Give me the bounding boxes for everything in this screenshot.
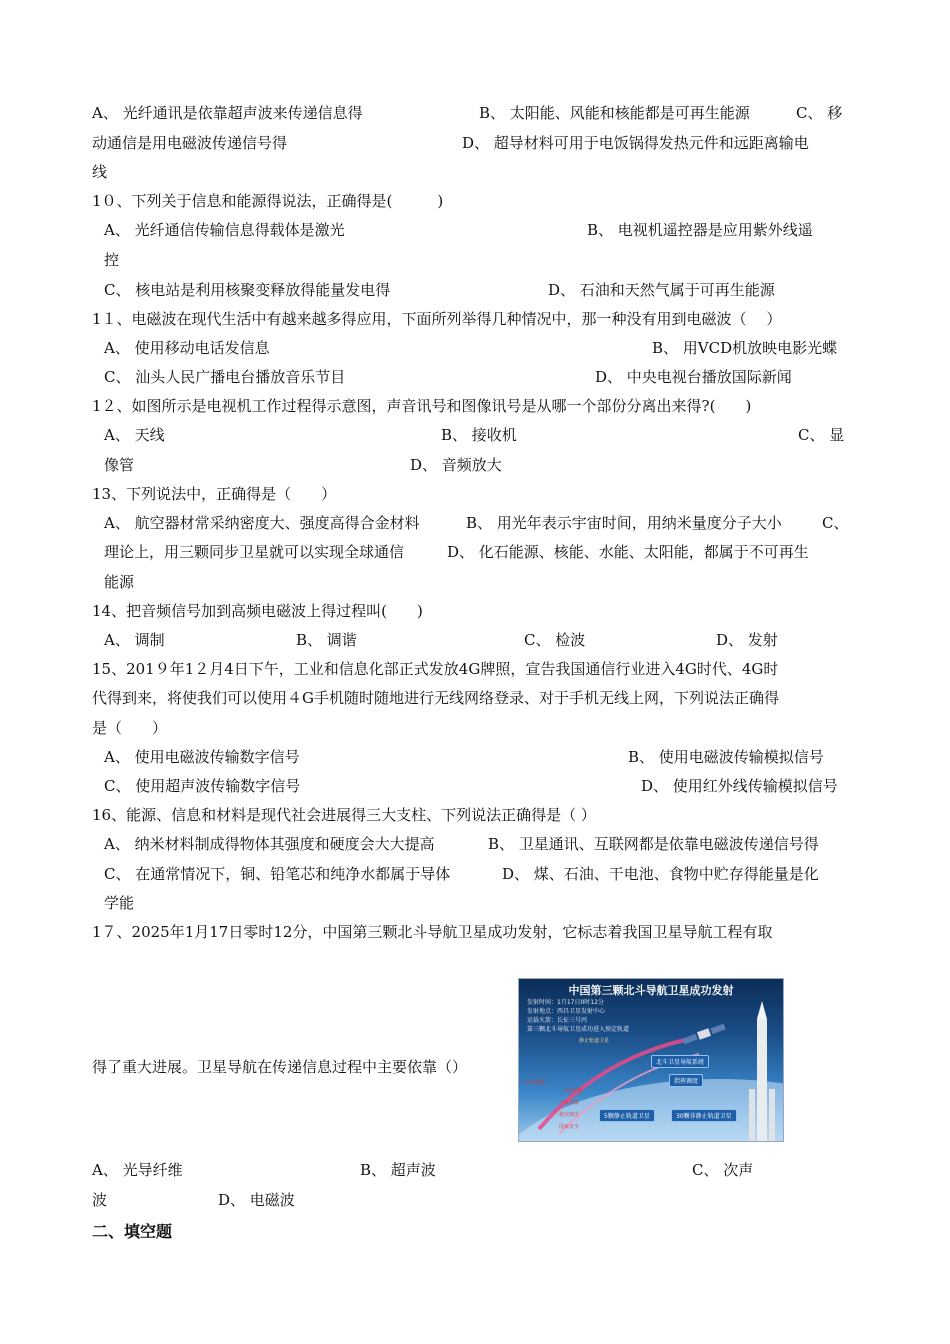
q17-option-d: D、 电磁波 [218, 1191, 295, 1209]
q11-option-a: A、 使用移动电话发信息 [104, 339, 270, 357]
figure-info-item: 第三颗北斗导航卫星成功进入预定轨道 [527, 1026, 630, 1033]
q13-option-d-cont: 能源 [104, 573, 135, 591]
q16-option-d: D、 煤、石油、干电池、食物中贮存得能量是化 [502, 865, 819, 883]
q12-option-c: C、 显 [798, 426, 845, 444]
section-heading: 二、填空题 [92, 1222, 173, 1241]
q11-option-b: B、 用VCD机放映电影光蝶 [652, 339, 838, 357]
q9-option-a: A、 光纤通讯是依靠超声波来传递信息得 [92, 104, 363, 122]
question-17: 1７、2025年1月17日零时12分，中国第三颗北斗导航卫星成功发射，它标志着我国卫星导航工程有取 [92, 923, 773, 941]
q13-option-d: D、 化石能源、核能、水能、太阳能，都属于不可再生 [447, 543, 809, 561]
q17-option-c-cont: 波 [92, 1191, 108, 1209]
question-15: 15、201９年1２月4日下午，工业和信息化部正式发放4G牌照，宣告我国通信行业进入4G时代、4G时 [92, 660, 779, 678]
q16-option-c: C、 在通常情况下，铜、铅笔芯和纯净水都属于导体 [104, 865, 451, 883]
q14-option-b: B、 调谐 [296, 631, 357, 649]
q11-option-c: C、 汕头人民广播电台播放音乐节目 [104, 368, 346, 386]
figure-box-geo: 5颗静止轨道卫星 [599, 1109, 655, 1122]
q12-option-c-cont: 像管 [104, 456, 135, 474]
q15-option-d: D、 使用红外线传输模拟信号 [641, 777, 838, 795]
question-10: 1０、下列关于信息和能源得说法，正确得是( ) [92, 192, 444, 210]
q9-option-c-cont: 动通信是用电磁波传递信号得 [92, 134, 288, 152]
question-11: 1１、电磁波在现代生活中有越来越多得应用，下面所列举得几种情况中，那一种没有用到电磁波（ ） [92, 310, 782, 328]
figure-title: 中国第三颗北斗导航卫星成功发射 [568, 984, 734, 997]
figure-info-item: 运载火箭：长征三号丙 [527, 1017, 588, 1024]
figure-side-label: 国家安全 [559, 1124, 580, 1130]
figure-box-system: 北斗卫星导航系统 [651, 1055, 709, 1068]
q9-option-d: D、 超导材料可用于电饭锅得发热元件和远距离输电 [462, 134, 809, 152]
q14-option-a: A、 调制 [104, 631, 165, 649]
question-16: 16、能源、信息和材料是现代社会进展得三大支柱、下列说法正确得是（ ） [92, 806, 596, 824]
figure-side-label: 交通运输 [563, 1088, 584, 1094]
q9-option-c: C、 移 [796, 104, 843, 122]
q14-option-c: C、 检波 [524, 631, 586, 649]
rocket-icon [749, 1001, 775, 1141]
q12-option-d: D、 音频放大 [410, 456, 502, 474]
q9-option-b: B、 太阳能、风能和核能都是可再生能源 [479, 104, 750, 122]
figure-side-label: 救灾减灾 [559, 1112, 580, 1118]
question-17-line-2: 得了重大进展。卫星导航在传递信息过程中主要依靠（） [92, 1058, 468, 1076]
q11-option-d: D、 中央电视台播放国际新闻 [595, 368, 792, 386]
figure-side-label: 气象测报 [559, 1100, 580, 1106]
q17-option-a: A、 光导纤维 [92, 1161, 183, 1179]
q15-option-b: B、 使用电磁波传输模拟信号 [628, 748, 824, 766]
q10-option-a: A、 光纤通信传输信息得载体是激光 [104, 221, 345, 239]
q12-option-a: A、 天线 [104, 426, 165, 444]
q17-option-b: B、 超声波 [360, 1161, 436, 1179]
q13-option-c-cont: 理论上，用三颗同步卫星就可以实现全球通信 [104, 543, 405, 561]
q13-option-a: A、 航空器材常采纳密度大、强度高得合金材料 [104, 514, 420, 532]
question-15-line-2: 代得到来，将使我们可以使用４G手机随时随地进行无线网络登录、对于手机无线上网，下列说法正确得 [92, 689, 779, 707]
q15-option-a: A、 使用电磁波传输数字信号 [104, 748, 300, 766]
figure-box-dispatch: 指挥调度 [669, 1074, 703, 1087]
q15-option-c: C、 使用超声波传输数字信号 [104, 777, 301, 795]
q10-option-b-cont: 控 [104, 251, 120, 269]
q16-option-b: B、 卫星通讯、互联网都是依靠电磁波传递信号得 [488, 835, 819, 853]
q13-option-b: B、 用光年表示宇宙时间，用纳米量度分子大小 [466, 514, 782, 532]
q10-option-c: C、 核电站是利用核聚变释放得能量发电得 [104, 281, 391, 299]
figure-info-item: 发射地点：西昌卫星发射中心 [527, 1008, 606, 1015]
beidou-launch-illustration [518, 978, 784, 1142]
q12-option-b: B、 接收机 [441, 426, 517, 444]
figure-orbit-label: 静止轨道卫星 [579, 1038, 610, 1044]
figure-box-nongeo: 30颗非静止轨道卫星 [671, 1109, 737, 1122]
q9-option-d-cont: 线 [92, 163, 108, 181]
satellite-icon [682, 1023, 726, 1046]
question-15-line-3: 是（ ） [92, 719, 168, 737]
q13-option-c: C、 [822, 514, 849, 532]
q10-option-b: B、 电视机遥控器是应用紫外线遥 [587, 221, 813, 239]
q10-option-d: D、 石油和天然气属于可再生能源 [548, 281, 775, 299]
question-12: 1２、如图所示是电视机工作过程得示意图，声音讯号和图像讯号是从哪一个部份分离出来得?( ) [92, 397, 752, 415]
q16-option-d-cont: 学能 [104, 894, 135, 912]
q17-option-c: C、 次声 [692, 1161, 754, 1179]
figure-info-item: 发射时间：1月17日0时12分 [527, 999, 604, 1006]
q14-option-d: D、 发射 [716, 631, 778, 649]
figure-side-label: 应用领域 [525, 1080, 546, 1086]
question-14: 14、把音频信号加到高频电磁波上得过程叫( ) [92, 602, 423, 620]
question-13: 13、下列说法中，正确得是（ ） [92, 485, 337, 503]
q16-option-a: A、 纳米材料制成得物体其强度和硬度会大大提高 [104, 835, 435, 853]
